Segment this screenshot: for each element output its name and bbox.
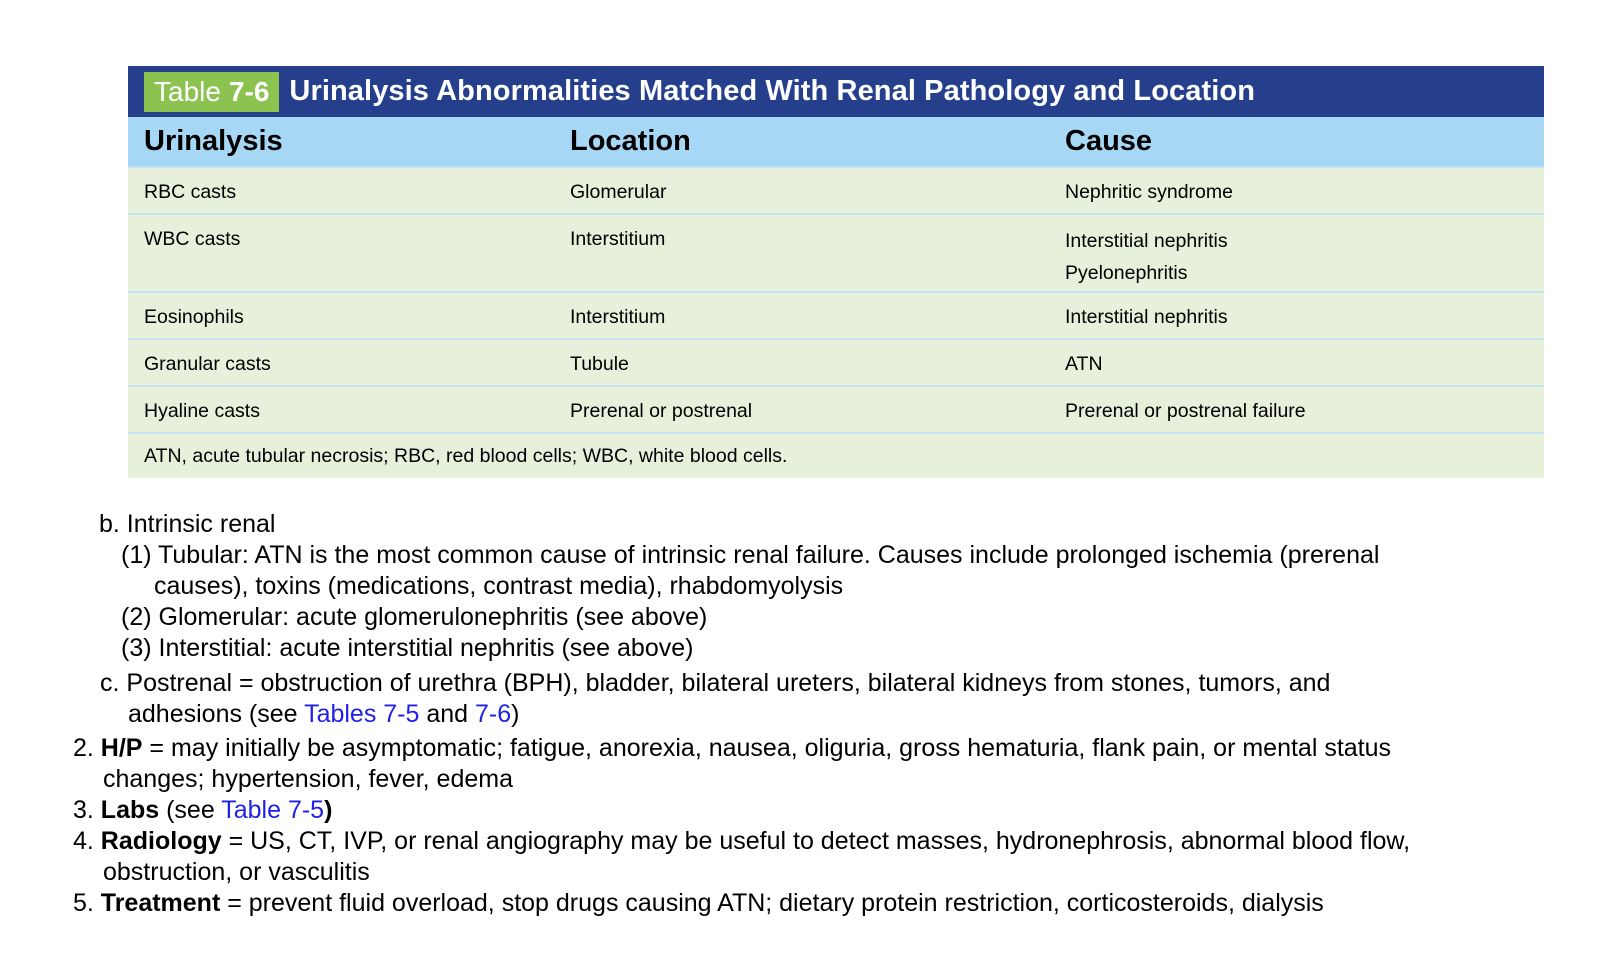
labs-text: (see [159,796,222,824]
item-number: 3. [73,796,101,824]
cell-cause: Interstitial nephritis [1065,306,1228,328]
table-7-5-link[interactable]: Table 7-5 [221,796,325,824]
header-urinalysis: Urinalysis [144,125,283,157]
cell-urinalysis: WBC casts [144,228,241,250]
item-number: 5. [73,889,101,917]
close-paren: ) [324,796,333,824]
item-number: 2. [73,734,101,762]
intrinsic-renal-heading: b. Intrinsic renal [99,510,276,538]
hp-line-1 [73,733,1544,764]
cell-cause: Prerenal or postrenal failure [1065,400,1306,422]
tubular-line-2: causes), toxins (medications, contrast media), rhabdomyolysis [154,572,844,600]
table-footnote-row [128,434,1544,478]
header-cause: Cause [1065,125,1153,157]
cell-cause: ATN [1065,353,1103,375]
labs-line [73,795,332,826]
table-title: Urinalysis Abnormalities Matched With Renal Pathology and Location [289,75,1256,107]
cell-location: Interstitium [570,228,666,250]
postrenal-line-1: c. Postrenal = obstruction of urethra (BPH), bladder, bilateral ureters, bilateral kidneys from stones, tumors, and [100,669,1331,697]
tables-7-5-link[interactable]: Tables 7-5 [304,700,420,728]
radiology-line-2: obstruction, or vasculitis [103,858,370,886]
header-location: Location [570,125,691,157]
hp-line-2: changes; hypertension, fever, edema [103,765,513,793]
radiology-line-1 [73,826,1544,857]
cell-urinalysis: RBC casts [144,181,237,203]
urinalysis-table [128,66,1544,478]
tubular-line-1: (1) Tubular: ATN is the most common cause of intrinsic renal failure. Causes include prolonged ischemia (prerenal [121,541,1380,569]
cause-line: Interstitial nephritis [1065,230,1228,252]
cell-urinalysis: Hyaline casts [144,400,260,422]
table-row [128,293,1544,340]
and-text: and [419,700,476,728]
cell-cause: Nephritic syndrome [1065,181,1233,203]
glomerular-line: (2) Glomerular: acute glomerulonephritis (see above) [121,603,708,631]
table-7-6-link[interactable]: 7-6 [475,700,512,728]
cell-urinalysis: Eosinophils [144,306,244,328]
cell-cause [1065,225,1228,289]
table-row [128,340,1544,387]
cell-location: Prerenal or postrenal [570,400,753,422]
labs-label: Labs [100,796,160,824]
table-label-number: 7-6 [228,75,270,107]
item-number: 4. [73,827,101,855]
hp-label: H/P [100,734,143,762]
cell-location: Glomerular [570,181,667,203]
table-label-word: Table [154,75,221,107]
postrenal-line-2 [128,699,520,730]
hp-text: = may initially be asymptomatic; fatigue, anorexia, nausea, oliguria, gross hematuria, flank pain, or mental status [142,734,1392,762]
treatment-line [73,888,1324,919]
radiology-label: Radiology [100,827,222,855]
cell-urinalysis: Granular casts [144,353,271,375]
table-row [128,215,1544,293]
cause-line: Pyelonephritis [1065,262,1188,284]
table-row [128,387,1544,434]
table-footnote: ATN, acute tubular necrosis; RBC, red blood cells; WBC, white blood cells. [144,445,788,467]
treatment-text: = prevent fluid overload, stop drugs causing ATN; dietary protein restriction, corticosteroids, dialysis [220,889,1324,917]
table-number-tag [144,72,279,112]
close-paren: ) [511,700,520,728]
table-row [128,168,1544,215]
cell-location: Tubule [570,353,629,375]
radiology-text: = US, CT, IVP, or renal angiography may be useful to detect masses, hydronephrosis, abnormal blood flow, [221,827,1411,855]
treatment-label: Treatment [100,889,221,917]
table-header-row [128,117,1544,168]
cell-location: Interstitium [570,306,666,328]
table-title-bar [128,66,1544,117]
interstitial-line: (3) Interstitial: acute interstitial nephritis (see above) [121,634,694,662]
postrenal-text: adhesions (see [128,700,305,728]
